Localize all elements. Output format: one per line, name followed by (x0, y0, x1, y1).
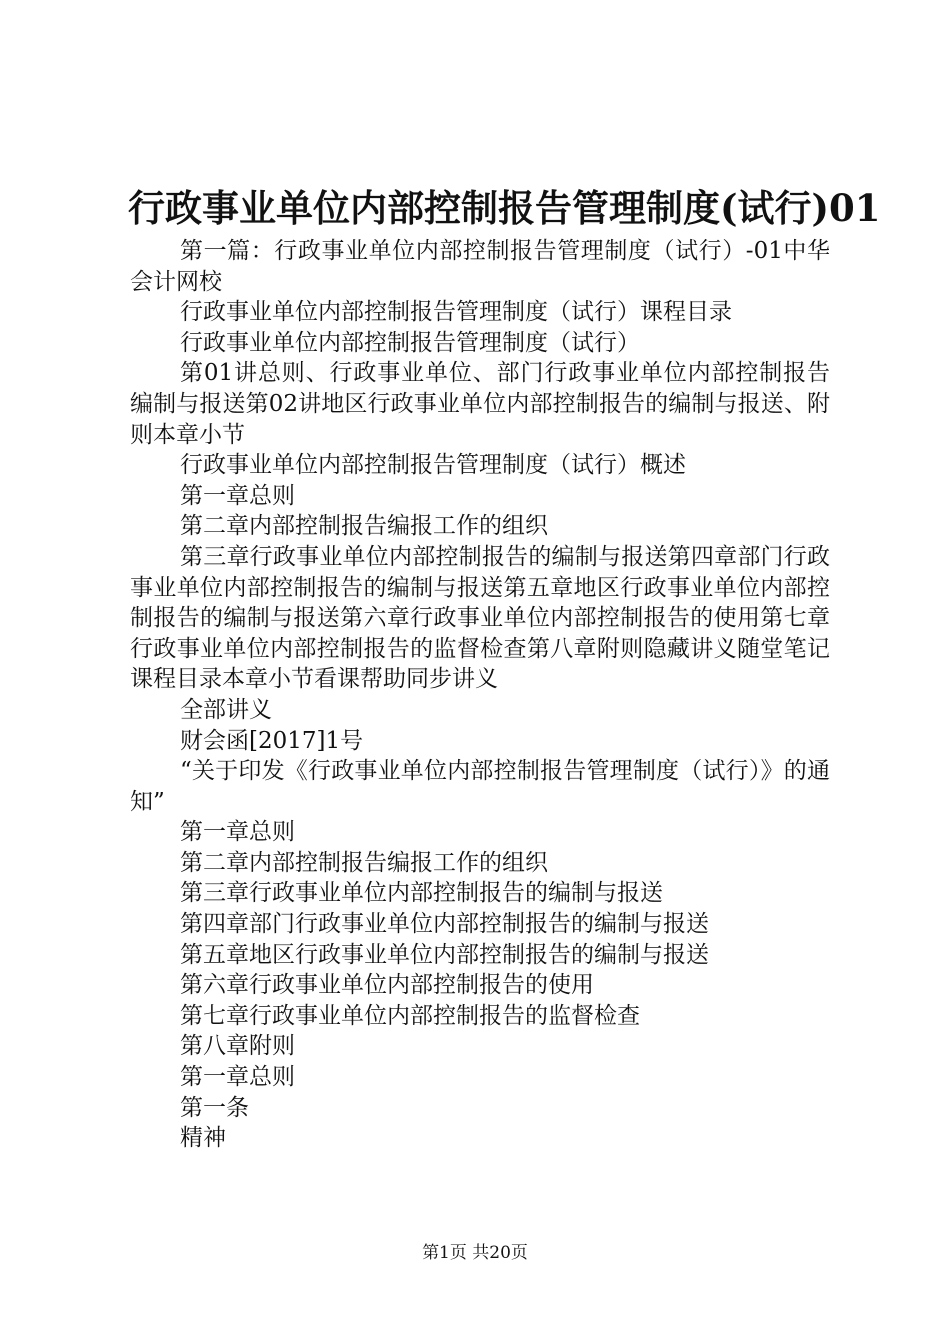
paragraph-17: 第六章行政事业单位内部控制报告的使用 (180, 972, 594, 999)
paragraph-6: 第一章总则 (180, 482, 295, 509)
paragraph-10: 财会函[2017]1号 (180, 727, 364, 754)
paragraph-22: 精神 (180, 1125, 226, 1152)
paragraph-20: 第一章总则 (180, 1064, 295, 1091)
paragraph-21: 第一条 (180, 1094, 249, 1121)
paragraph-19: 第八章附则 (180, 1033, 295, 1060)
document-body (130, 236, 830, 1154)
paragraph-7: 第二章内部控制报告编报工作的组织 (180, 513, 548, 540)
paragraph-18: 第七章行政事业单位内部控制报告的监督检查 (180, 1002, 640, 1029)
paragraph-13: 第二章内部控制报告编报工作的组织 (180, 849, 548, 876)
paragraph-3: 行政事业单位内部控制报告管理制度（试行） (180, 329, 640, 356)
paragraph-8: 第三章行政事业单位内部控制报告的编制与报送第四章部门行政事业单位内部控制报告的编制与报送第五章地区行政事业单位内部控制报告的编制与报送第六章行政事业单位内部控制报告的使用第七章行政事业单位内部控制报告的监督检查第八章附则隐藏讲义随堂笔记课程目录本章小节看课帮助同步讲义 (130, 543, 830, 693)
paragraph-15: 第四章部门行政事业单位内部控制报告的编制与报送 (180, 911, 709, 938)
paragraph-9: 全部讲义 (180, 696, 272, 723)
paragraph-14: 第三章行政事业单位内部控制报告的编制与报送 (180, 880, 663, 907)
paragraph-5: 行政事业单位内部控制报告管理制度（试行）概述 (180, 452, 686, 479)
paragraph-2: 行政事业单位内部控制报告管理制度（试行）课程目录 (180, 299, 732, 326)
paragraph-11: “关于印发《行政事业单位内部控制报告管理制度（试行）》的通知” (130, 758, 830, 815)
paragraph-16: 第五章地区行政事业单位内部控制报告的编制与报送 (180, 941, 709, 968)
paragraph-1: 第一篇：行政事业单位内部控制报告管理制度（试行）-01中华会计网校 (130, 238, 830, 295)
paragraph-4: 第01讲总则、行政事业单位、部门行政事业单位内部控制报告编制与报送第02讲地区行政事业单位内部控制报告的编制与报送、附则本章小节 (130, 360, 830, 448)
page-number-footer: 第1页 共20页 (422, 1243, 528, 1263)
paragraph-12: 第一章总则 (180, 819, 295, 846)
document-title: 行政事业单位内部控制报告管理制度(试行)01 (128, 186, 881, 230)
